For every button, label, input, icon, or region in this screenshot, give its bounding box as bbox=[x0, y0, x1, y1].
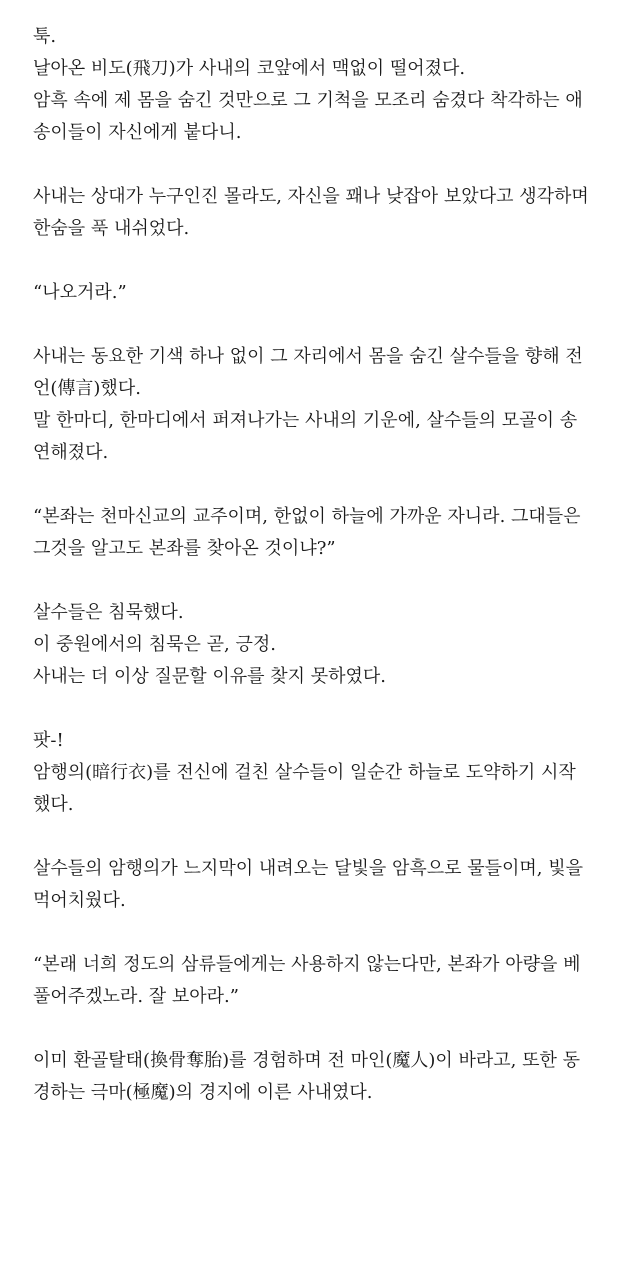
text-line: 한숨을 푹 내쉬었다. bbox=[33, 218, 190, 239]
text-line: “본래 너희 정도의 삼류들에게는 사용하지 않는다만, 본좌가 아량을 베 bbox=[33, 954, 581, 975]
paragraph bbox=[33, 949, 613, 1013]
text-line: 말 한마디, 한마디에서 퍼져나가는 사내의 기운에, 살수들의 모골이 송 bbox=[33, 410, 578, 431]
paragraph-gap bbox=[33, 565, 613, 597]
text-line: 사내는 동요한 기색 하나 없이 그 자리에서 몸을 숨긴 살수들을 향해 전 bbox=[33, 346, 583, 367]
text-line: 이미 환골탈태(換骨奪胎)를 경험하며 전 마인(魔人)이 바라고, 또한 동 bbox=[33, 1050, 581, 1071]
paragraph bbox=[33, 501, 613, 565]
text-line: “나오거라.” bbox=[33, 282, 127, 303]
paragraph bbox=[33, 597, 613, 693]
paragraph-gap bbox=[33, 1013, 613, 1045]
text-line: 살수들은 침묵했다. bbox=[33, 602, 184, 623]
paragraph-gap bbox=[33, 821, 613, 853]
text-line: 날아온 비도(飛刀)가 사내의 코앞에서 맥없이 떨어졌다. bbox=[33, 58, 466, 79]
paragraph-gap bbox=[33, 917, 613, 949]
text-line: 암흑 속에 제 몸을 숨긴 것만으로 그 기척을 모조리 숨겼다 착각하는 애 bbox=[33, 90, 583, 111]
paragraph-gap bbox=[33, 469, 613, 501]
text-line: 그것을 알고도 본좌를 찾아온 것이냐?” bbox=[33, 538, 336, 559]
text-line: 팟-! bbox=[33, 730, 64, 751]
paragraph bbox=[33, 277, 613, 309]
text-line: 사내는 상대가 누구인진 몰라도, 자신을 꽤나 낮잡아 보았다고 생각하며 bbox=[33, 186, 589, 207]
paragraph bbox=[33, 1045, 613, 1109]
paragraph bbox=[33, 181, 613, 245]
paragraph-gap bbox=[33, 245, 613, 277]
paragraph-gap bbox=[33, 309, 613, 341]
text-line: 먹어치웠다. bbox=[33, 890, 126, 911]
text-line: 툭. bbox=[33, 26, 57, 47]
text-line: 언(傳言)했다. bbox=[33, 378, 141, 399]
text-line: 암행의(暗行衣)를 전신에 걸친 살수들이 일순간 하늘로 도약하기 시작 bbox=[33, 762, 576, 783]
paragraph bbox=[33, 341, 613, 469]
text-line: 송이들이 자신에게 붙다니. bbox=[33, 122, 242, 143]
paragraph bbox=[33, 853, 613, 917]
text-line: 풀어주겠노라. 잘 보아라.” bbox=[33, 986, 239, 1007]
novel-text-body bbox=[33, 21, 613, 1109]
text-line: 연해졌다. bbox=[33, 442, 109, 463]
text-line: 사내는 더 이상 질문할 이유를 찾지 못하였다. bbox=[33, 666, 387, 687]
text-line: 했다. bbox=[33, 794, 74, 815]
paragraph-gap bbox=[33, 149, 613, 181]
paragraph-gap bbox=[33, 693, 613, 725]
paragraph bbox=[33, 21, 613, 149]
text-line: 경하는 극마(極魔)의 경지에 이른 사내였다. bbox=[33, 1082, 373, 1103]
text-line: 이 중원에서의 침묵은 곧, 긍정. bbox=[33, 634, 276, 655]
paragraph bbox=[33, 725, 613, 821]
text-line: “본좌는 천마신교의 교주이며, 한없이 하늘에 가까운 자니라. 그대들은 bbox=[33, 506, 581, 527]
text-line: 살수들의 암행의가 느지막이 내려오는 달빛을 암흑으로 물들이며, 빛을 bbox=[33, 858, 584, 879]
